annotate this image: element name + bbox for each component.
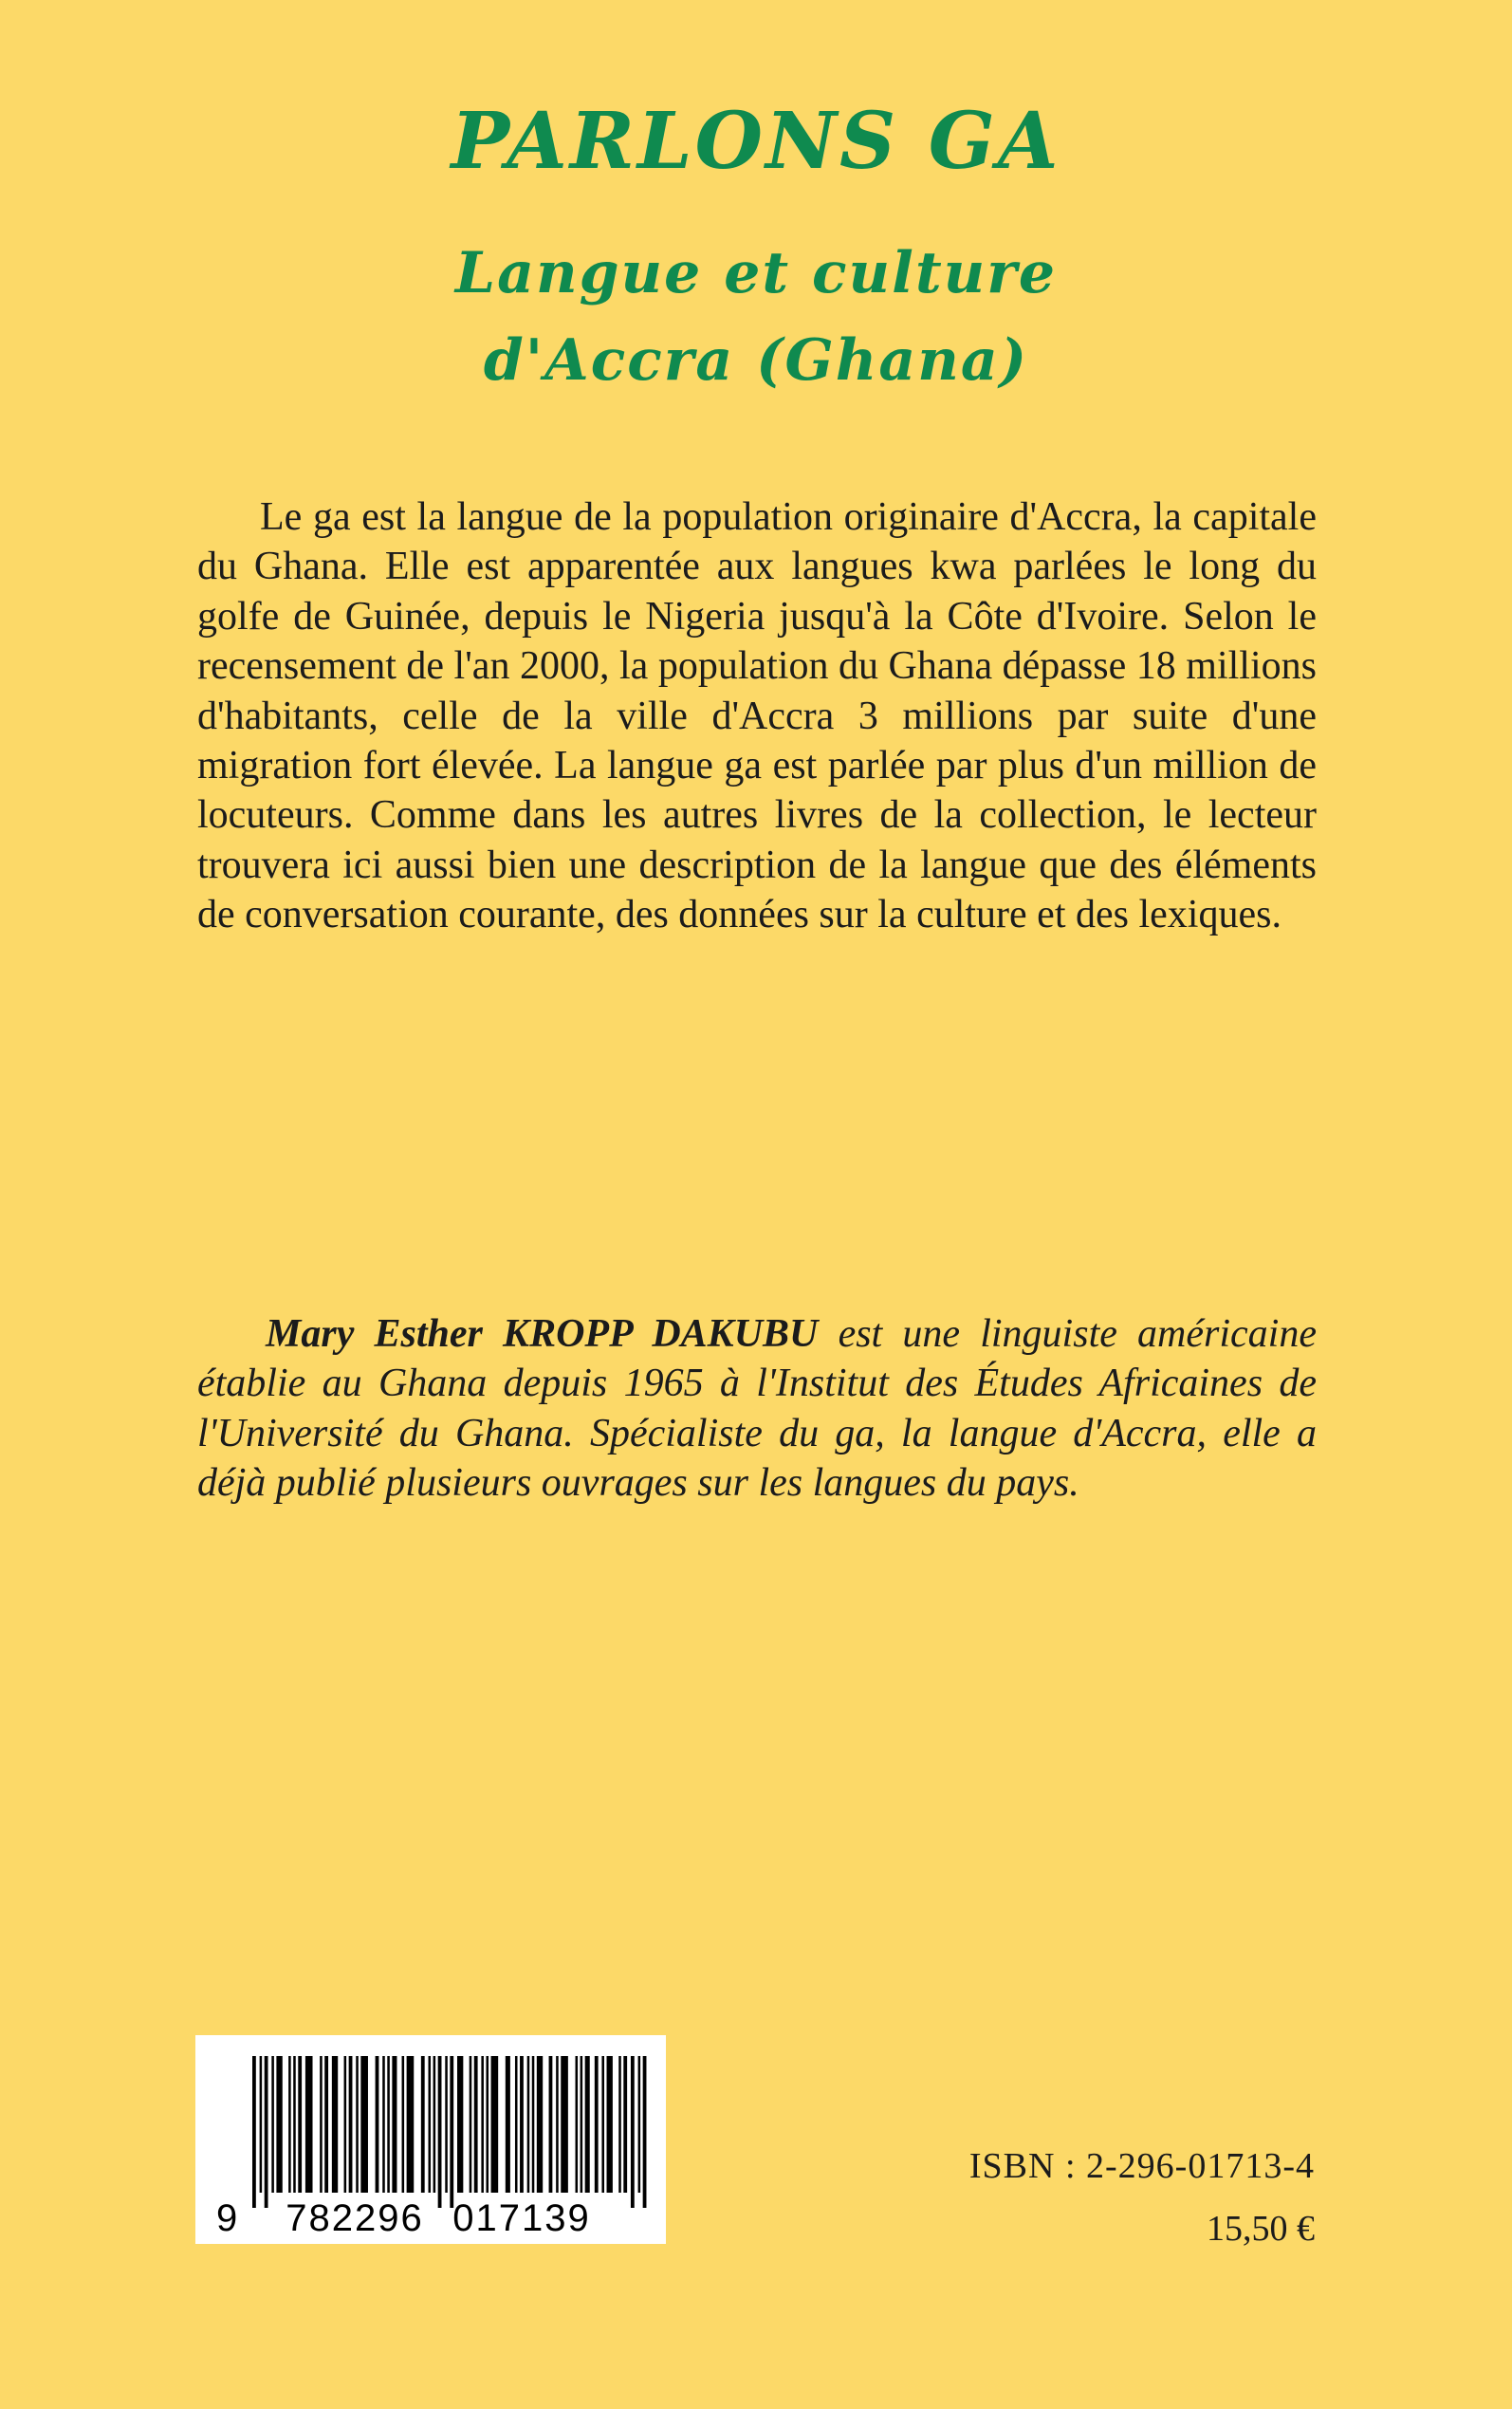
barcode-bar — [556, 2056, 559, 2193]
barcode-bar — [537, 2056, 543, 2193]
author-bio-text: est une linguiste américaine établie au Ghana depuis 1965 à l'Institut des Études Africaines de l'Université du Ghana. Spécialiste du ga, la langue d'Accra, elle a déjà publié plusieurs ouvrages sur les langues du pays. — [197, 1312, 1317, 1506]
barcode-bar — [638, 2056, 641, 2193]
barcode-bar — [276, 2056, 282, 2193]
barcode-bar — [360, 2056, 368, 2193]
price: 15,50 € — [1207, 2209, 1315, 2249]
barcode-bar — [585, 2056, 590, 2193]
barcode-bar — [392, 2056, 396, 2193]
barcode-digits-left: 782296 — [286, 2197, 424, 2239]
barcode — [195, 2035, 666, 2244]
barcode-bar — [260, 2056, 263, 2193]
barcode-bar — [520, 2056, 524, 2193]
barcode-bar — [527, 2056, 530, 2193]
barcode-bar — [332, 2056, 338, 2193]
author-bio — [197, 1309, 1317, 1509]
barcode-bar — [549, 2056, 553, 2193]
barcode-bar — [344, 2056, 347, 2193]
barcode-bar — [506, 2056, 510, 2193]
barcode-bar — [382, 2056, 385, 2193]
barcode-bar — [356, 2056, 359, 2193]
barcode-bar — [252, 2056, 256, 2208]
author-name: Mary Esther KROPP DAKUBU — [266, 1312, 819, 1356]
barcode-bar — [576, 2056, 579, 2193]
barcode-bar — [288, 2056, 291, 2193]
barcode-bar — [324, 2056, 328, 2193]
barcode-bar — [561, 2056, 568, 2193]
barcode-bar — [481, 2056, 484, 2193]
barcode-bar — [445, 2056, 448, 2193]
book-description: Le ga est la langue de la population originaire d'Accra, la capitale du Ghana. Elle est apparentée aux langues kwa parlées le long du golfe de Guinée, depuis le Nigeria jusqu'à la Côte d'Ivoire. Selon le recensement de l'an 2000, la population du Ghana dépasse 18 millions d'habitants, celle de la ville d'Accra 3 millions par suite d'une migration fort élevée. La langue ga est parlée par plus d'un million de locuteurs. Comme dans les autres livres de la collection, le lecteur trouvera ici aussi bien une description de la langue que des éléments de conversation courante, des données sur la culture et des lexiques. — [197, 495, 1317, 937]
barcode-bar — [532, 2056, 535, 2193]
barcode-bar — [349, 2056, 353, 2193]
barcode-bar — [631, 2056, 635, 2208]
barcode-bar — [305, 2056, 313, 2193]
barcode-bar — [387, 2056, 390, 2193]
barcode-bar — [618, 2056, 621, 2193]
barcode-bar — [581, 2056, 583, 2193]
barcode-bar — [450, 2056, 453, 2208]
barcode-bar — [601, 2056, 604, 2193]
subtitle-line-2: d'Accra (Ghana) — [483, 327, 1029, 394]
barcode-bar — [433, 2056, 436, 2193]
barcode-bar — [320, 2056, 323, 2193]
barcode-bar — [429, 2056, 432, 2193]
barcode-bar — [421, 2056, 425, 2193]
subtitle-line-1: Langue et culture — [454, 240, 1058, 306]
barcode-bar — [607, 2056, 613, 2193]
barcode-bar — [376, 2056, 379, 2193]
barcode-bars — [252, 2056, 646, 2208]
barcode-bar — [515, 2056, 518, 2193]
isbn: ISBN : 2-296-01713-4 — [968, 2146, 1315, 2186]
barcode-bar — [491, 2056, 499, 2193]
barcode-bar — [623, 2056, 627, 2193]
barcode-bar — [293, 2056, 296, 2193]
barcode-bar — [457, 2056, 463, 2193]
barcode-digit-lead: 9 — [216, 2197, 238, 2239]
barcode-bar — [595, 2056, 599, 2193]
barcode-bar — [486, 2056, 489, 2193]
barcode-digits-right: 017139 — [452, 2197, 591, 2239]
barcode-bar — [643, 2056, 647, 2208]
barcode-bar — [438, 2056, 442, 2208]
barcode-bar — [470, 2056, 472, 2193]
barcode-bar — [407, 2056, 415, 2193]
barcode-bar — [265, 2056, 268, 2208]
book-title: PARLONS GA — [451, 96, 1061, 187]
barcode-bar — [298, 2056, 302, 2193]
barcode-bar — [402, 2056, 405, 2193]
barcode-bar — [474, 2056, 478, 2193]
barcode-bar — [271, 2056, 274, 2193]
